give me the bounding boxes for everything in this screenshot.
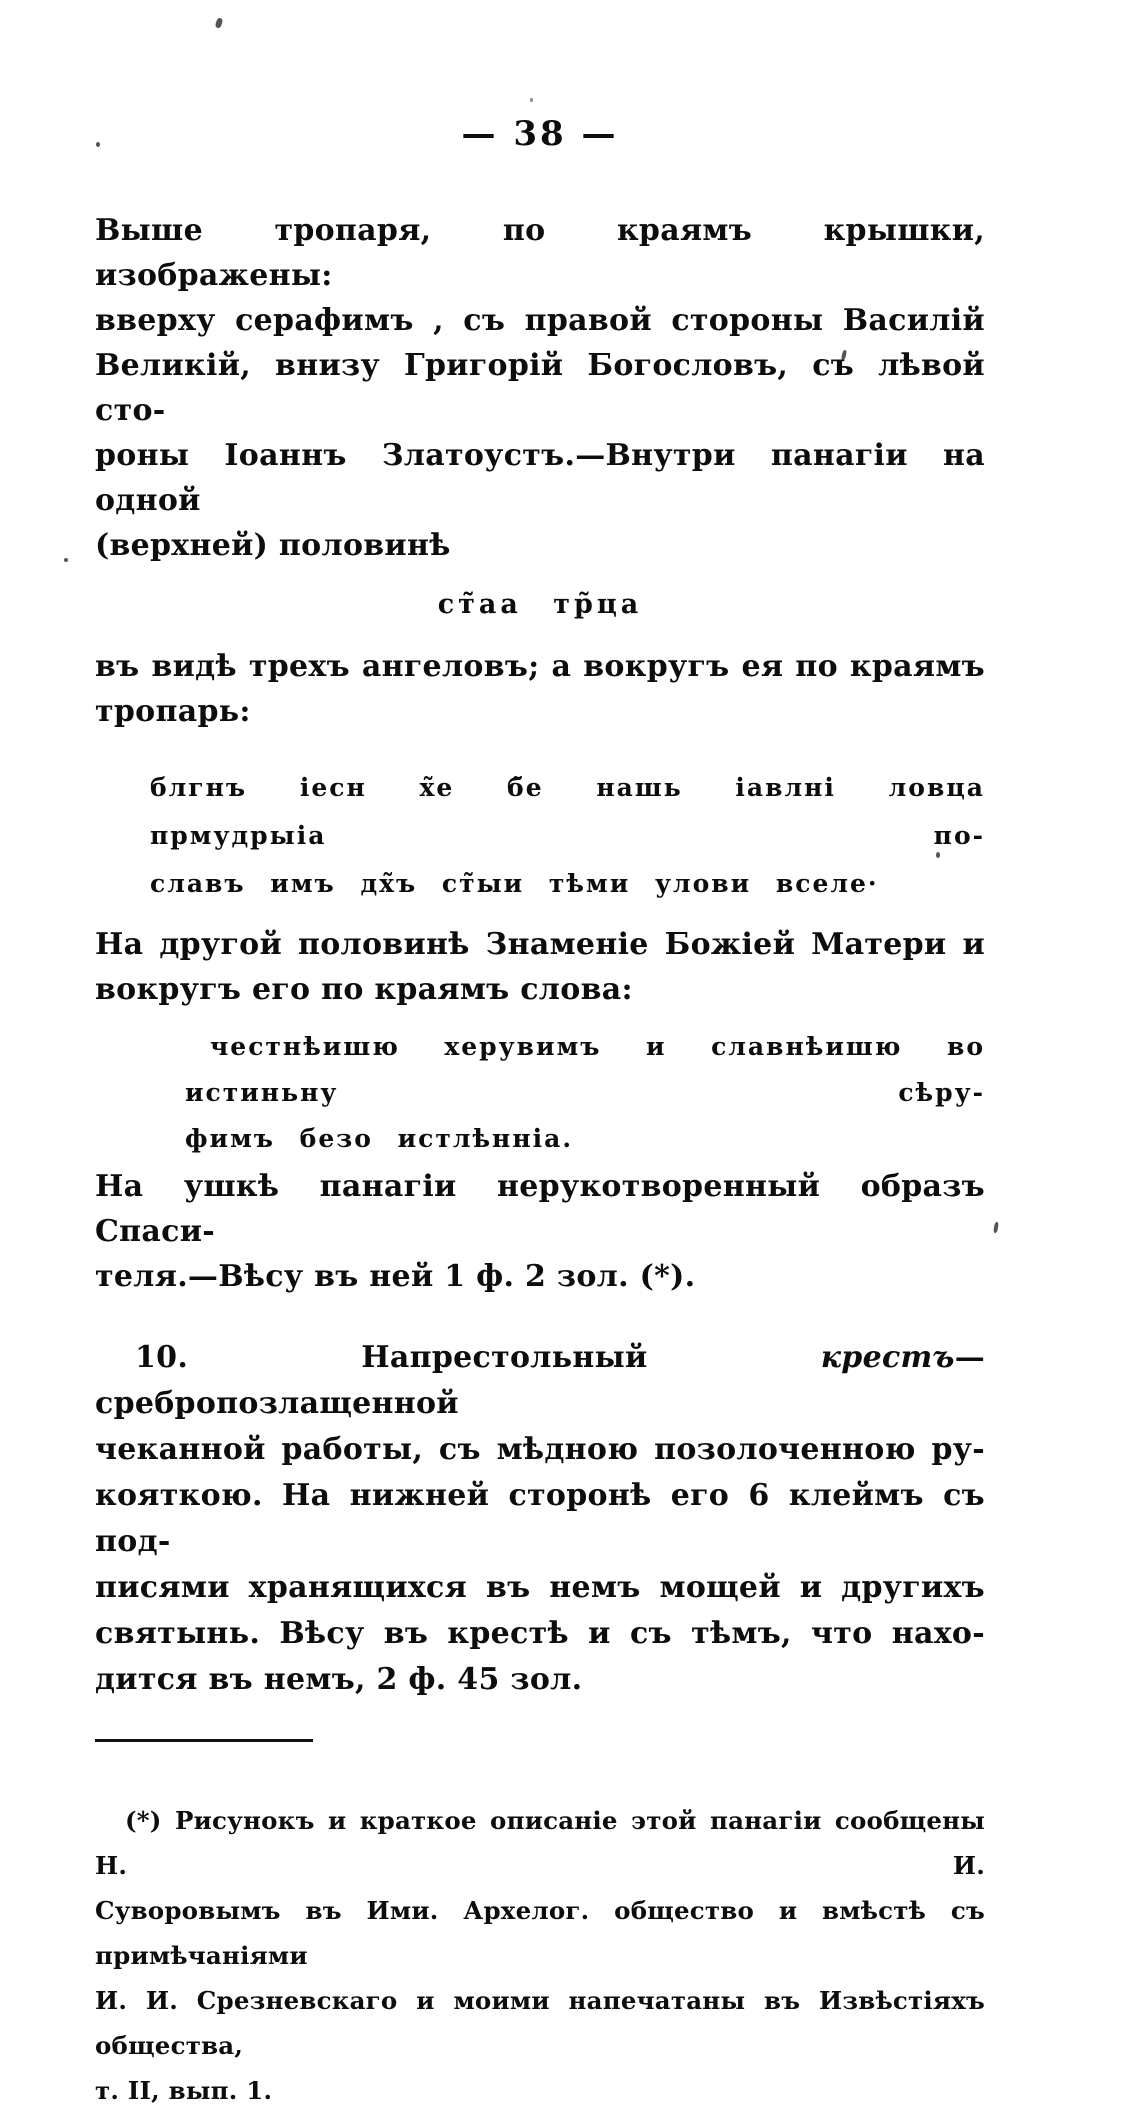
paragraph-panagia-lid: [95, 208, 985, 568]
text-line: чеканной работы, съ мѣдною позолоченною ру-: [95, 1432, 985, 1467]
page-content: [95, 0, 985, 2113]
text-line: Выше тропаря, по краямъ крышки, изображены:: [95, 213, 985, 293]
item-10-word-cross-italic: крестъ: [820, 1340, 955, 1375]
text-line: ст̃аа тр̃ца: [437, 589, 643, 620]
item-10-text: —сребропозлащенной: [95, 1340, 985, 1421]
text-line: святынь. Вѣсу въ крестѣ и съ тѣмъ, что нахо-: [95, 1616, 985, 1651]
scan-speck: [993, 1222, 999, 1234]
text-line: вокругъ его по краямъ слова:: [95, 972, 633, 1007]
text-line: въ видѣ трехъ ангеловъ; а вокругъ ея по краямъ: [95, 649, 985, 684]
item-10-text: 10. Напрестольный: [135, 1340, 821, 1375]
text-line: писями хранящихся въ немъ мощей и другихъ: [95, 1570, 985, 1605]
text-line: теля.—Вѣсу въ ней 1 ф. 2 зол. (*).: [95, 1259, 696, 1294]
text-line: роны Іоаннъ Златоустъ.—Внутри панагіи на одной: [95, 438, 985, 518]
paragraph-item-10-altar-cross: [95, 1335, 985, 1703]
text-line: И. И. Срезневскаго и моими напечатаны въ Извѣстіяхъ общества,: [95, 1986, 985, 2060]
church-slavonic-hymn: [185, 1024, 985, 1162]
footnote-divider-rule: [95, 1739, 313, 1742]
text-line: (верхней) половинѣ: [95, 528, 451, 563]
text-line: тропарь:: [95, 694, 251, 729]
text-line: честнѣишю херувимъ и славнѣишю во истиньну сѣру-: [185, 1032, 985, 1107]
text-line: дится въ немъ, 2 ф. 45 зол.: [95, 1662, 583, 1697]
text-line: кояткою. На нижней сторонѣ его 6 клеймъ съ под-: [95, 1478, 985, 1559]
text-line: На ушкѣ панагіи нерукотворенный образъ Спаси-: [95, 1169, 985, 1249]
church-slavonic-troparion: [150, 764, 985, 908]
paragraph-znamenie: [95, 922, 985, 1012]
text-line: На другой половинѣ Знаменіе Божіей Матери и: [95, 927, 985, 962]
text-line: блгнъ іесн х̃е б̃е нашь іавлні ловца прмудрыіа по-: [150, 773, 985, 850]
text-line: [95, 1335, 985, 1427]
text-line: Великій, внизу Григорій Богословъ, съ лѣвой сто-: [95, 348, 985, 428]
footnote: [95, 1798, 985, 2113]
text-line: (*) Рисунокъ и краткое описаніе этой панагіи сообщены Н. И.: [95, 1806, 985, 1880]
text-line: фимъ безо истлѣнніа.: [185, 1124, 574, 1153]
text-line: т. II, вып. 1.: [95, 2076, 273, 2105]
paragraph-panagia-weight: [95, 1164, 985, 1299]
text-line: вверху серафимъ , съ правой стороны Василій: [95, 303, 985, 338]
page-number: — 38 —: [461, 114, 619, 154]
text-line: Суворовымъ въ Ими. Архелог. общество и вмѣстѣ съ примѣчаніями: [95, 1896, 985, 1970]
church-slavonic-inscription-holy-trinity: [95, 582, 985, 628]
paragraph-three-angels: [95, 644, 985, 734]
scan-speck: [64, 558, 68, 562]
text-line: славъ имъ дх̃ъ ст̃ыи тѣми улови вселе·: [150, 869, 879, 898]
